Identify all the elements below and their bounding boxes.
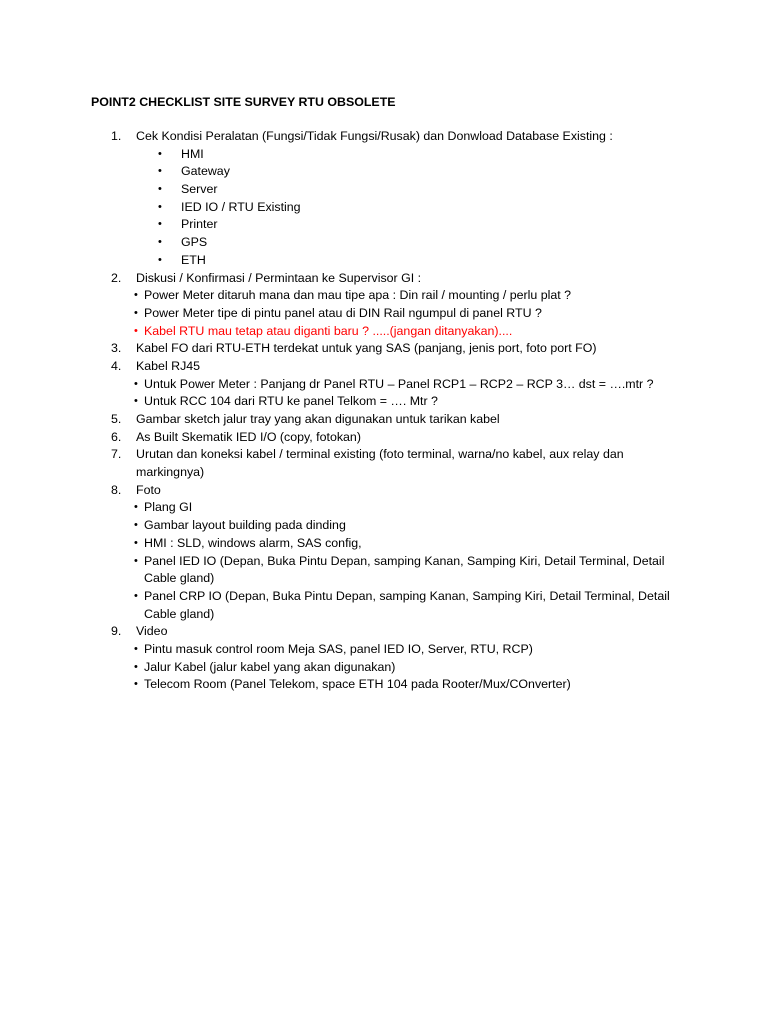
point-item xyxy=(0,659,768,677)
point-text: Telecom Room (Panel Telekom, space ETH 104 pada Rooter/Mux/COnverter) xyxy=(144,677,571,692)
point-item xyxy=(0,499,768,517)
point-text: HMI : SLD, windows alarm, SAS config, xyxy=(144,535,362,550)
bullet-icon: • xyxy=(134,324,138,337)
bullet-icon: • xyxy=(158,147,162,160)
bullet-icon: • xyxy=(134,395,138,408)
item-text: Kabel FO dari RTU-ETH terdekat untuk yang SAS (panjang, jenis port, foto port FO) xyxy=(136,341,597,356)
point-item xyxy=(0,376,768,394)
item-text: Kabel RJ45 xyxy=(136,358,201,373)
bullet-icon: • xyxy=(158,165,162,178)
item-text: Diskusi / Konfirmasi / Permintaan ke Supervisor GI : xyxy=(136,270,422,285)
sub-item-text: IED IO / RTU Existing xyxy=(181,199,301,214)
sub-item xyxy=(0,163,768,181)
point-text: Kabel RTU mau tetap atau diganti baru ? .....(jangan ditanyakan).... xyxy=(144,323,513,338)
point-text-continuation xyxy=(0,606,768,624)
item-number: 5. xyxy=(111,412,122,426)
bullet-icon: • xyxy=(134,660,138,673)
point-text: Cable gland) xyxy=(144,606,215,621)
item-text: markingnya) xyxy=(136,465,205,480)
item-number: 4. xyxy=(111,358,122,373)
item-text-continuation xyxy=(0,464,768,482)
item-number: 9. xyxy=(111,624,122,639)
bullet-icon: • xyxy=(134,554,138,567)
item-number: 7. xyxy=(111,447,122,462)
sub-item-text: HMI xyxy=(181,146,204,161)
item-text: Video xyxy=(136,624,168,639)
point-text: Cable gland) xyxy=(144,571,215,586)
point-item xyxy=(0,287,768,305)
sub-item-text: Gateway xyxy=(181,164,230,179)
list-item-5 xyxy=(0,411,768,429)
item-text: Gambar sketch jalur tray yang akan digunakan untuk tarikan kabel xyxy=(136,412,500,426)
list-item-4 xyxy=(0,358,768,376)
item-number: 3. xyxy=(111,341,122,356)
list-item-9 xyxy=(0,623,768,641)
point-text: Panel CRP IO (Depan, Buka Pintu Depan, samping Kanan, Samping Kiri, Detail Terminal, Detail xyxy=(144,588,670,603)
list-item-8 xyxy=(0,482,768,500)
bullet-icon: • xyxy=(134,519,138,532)
sub-item-text: Server xyxy=(181,182,218,197)
point-item xyxy=(0,535,768,553)
item-number: 1. xyxy=(111,129,122,143)
item-number: 6. xyxy=(111,429,122,444)
item-text: Urutan dan koneksi kabel / terminal existing (foto terminal, warna/no kabel, aux relay dan xyxy=(136,447,624,462)
point-text: Panel IED IO (Depan, Buka Pintu Depan, samping Kanan, Samping Kiri, Detail Terminal, Detail xyxy=(144,553,665,568)
item-number: 8. xyxy=(111,482,122,497)
point-item-highlighted xyxy=(0,323,768,341)
bullet-icon: • xyxy=(158,200,162,213)
bullet-icon: • xyxy=(158,218,162,231)
point-item xyxy=(0,588,768,606)
point-item xyxy=(0,676,768,694)
bullet-icon: • xyxy=(134,501,138,514)
point-text: Untuk Power Meter : Panjang dr Panel RTU – Panel RCP1 – RCP2 – RCP 3… dst = ….mtr ? xyxy=(144,376,654,391)
point-item xyxy=(0,553,768,571)
sub-item-text: GPS xyxy=(181,235,208,250)
item-text: Cek Kondisi Peralatan (Fungsi/Tidak Fungsi/Rusak) dan Donwload Database Existing : xyxy=(136,129,613,143)
point-item xyxy=(0,305,768,323)
point-text: Power Meter ditaruh mana dan mau tipe apa : Din rail / mounting / perlu plat ? xyxy=(144,288,572,303)
bullet-icon: • xyxy=(158,253,162,266)
bullet-icon: • xyxy=(134,289,138,302)
point-text: Gambar layout building pada dinding xyxy=(144,518,346,533)
bullet-icon: • xyxy=(158,183,162,196)
item-text: Foto xyxy=(136,482,161,497)
bullet-icon: • xyxy=(134,536,138,549)
item-number: 2. xyxy=(111,270,122,285)
sub-item xyxy=(0,146,768,164)
bullet-icon: • xyxy=(158,236,162,249)
bullet-icon: • xyxy=(134,589,138,602)
list-item-2 xyxy=(0,270,768,288)
list-item-7 xyxy=(0,446,768,464)
list-item-3 xyxy=(0,340,768,358)
point-text-continuation xyxy=(0,570,768,588)
point-item xyxy=(0,393,768,411)
bullet-icon: • xyxy=(134,377,138,390)
point-text: Untuk RCC 104 dari RTU ke panel Telkom = …. Mtr ? xyxy=(144,394,438,409)
bullet-icon: • xyxy=(134,642,138,655)
list-item-1 xyxy=(0,128,768,146)
sub-item xyxy=(0,181,768,199)
document-title: POINT2 CHECKLIST SITE SURVEY RTU OBSOLETE xyxy=(91,95,396,109)
checklist xyxy=(0,128,768,694)
sub-item-text: ETH xyxy=(181,252,206,267)
point-item xyxy=(0,517,768,535)
point-text: Plang GI xyxy=(144,500,193,515)
item-text: As Built Skematik IED I/O (copy, fotokan) xyxy=(136,429,361,444)
list-item-6 xyxy=(0,429,768,447)
bullet-icon: • xyxy=(134,306,138,319)
sub-item xyxy=(0,252,768,270)
sub-item-text: Printer xyxy=(181,217,218,232)
point-text: Power Meter tipe di pintu panel atau di DIN Rail ngumpul di panel RTU ? xyxy=(144,305,542,320)
point-text: Jalur Kabel (jalur kabel yang akan digunakan) xyxy=(144,659,396,674)
point-item xyxy=(0,641,768,659)
bullet-icon: • xyxy=(134,678,138,691)
point-text: Pintu masuk control room Meja SAS, panel IED IO, Server, RTU, RCP) xyxy=(144,641,533,656)
sub-item xyxy=(0,234,768,252)
sub-item xyxy=(0,216,768,234)
sub-item xyxy=(0,199,768,217)
